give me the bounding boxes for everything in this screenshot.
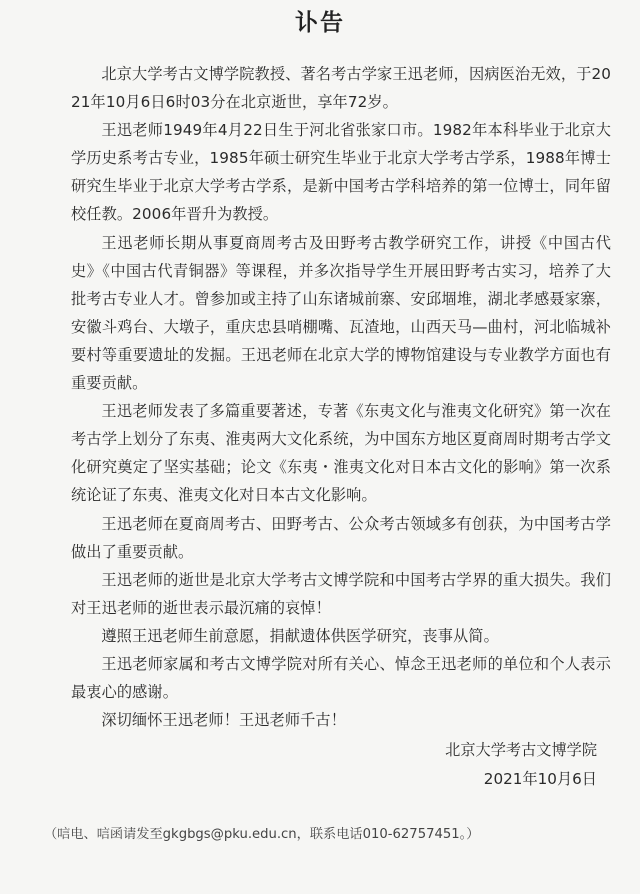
obituary-body [71, 60, 611, 734]
paragraph-thanks: 王迅老师家属和考古文博学院对所有关心、悼念王迅老师的单位和个人表示最衷心的感谢。 [71, 654, 611, 702]
signature-block [445, 736, 597, 794]
paragraph-teaching: 王迅老师长期从事夏商周考古及田野考古教学研究工作，讲授《中国古代史》《中国古代青铜器》等课程，并多次指导学生开展田野考古实习，培养了大批考古专业人才。曾参加或主持了山东诸城前寨、安邱堌堆，湖北孝感聂家寨，安徽斗鸡台、大墩子，重庆忠县哨棚嘴、瓦渣地，山西天马—曲村，河北临城补要村等重要遗址的发掘。王迅老师在北京大学的博物馆建设与专业教学方面也有重要贡献。 [71, 233, 611, 393]
contact-footer: （唁电、唁函请发至gkgbgs@pku.edu.cn，联系电话010-62757451。） [44, 827, 480, 842]
paragraph-condolence: 王迅老师的逝世是北京大学考古文博学院和中国考古学界的重大损失。我们对王迅老师的逝世表示最沉痛的哀悼！ [71, 570, 611, 617]
paragraph-contributions: 王迅老师在夏商周考古、田野考古、公众考古领域多有创获，为中国考古学做出了重要贡献。 [71, 514, 611, 561]
paragraph-announcement: 北京大学考古文博学院教授、著名考古学家王迅老师，因病医治无效，于2021年10月6日6时03分在北京逝世，享年72岁。 [71, 65, 611, 112]
paragraph-last-wishes: 遵照王迅老师生前意愿，捐献遗体供医学研究，丧事从简。 [101, 626, 499, 645]
signature-organization: 北京大学考古文博学院 [445, 741, 597, 759]
paragraph-publications: 王迅老师发表了多篇重要著述，专著《东夷文化与淮夷文化研究》第一次在考古学上划分了东夷、淮夷两大文化系统，为中国东方地区夏商周时期考古学文化研究奠定了坚实基础；论文《东夷・淮夷文化对日本古文化的影响》第一次系统论证了东夷、淮夷文化对日本古文化影响。 [71, 402, 611, 505]
page-title: 讣告 [295, 10, 345, 36]
paragraph-farewell: 深切缅怀王迅老师！王迅老师千古！ [101, 711, 346, 730]
paragraph-biography: 王迅老师1949年4月22日生于河北省张家口市。1982年本科毕业于北京大学历史系考古专业，1985年硕士研究生毕业于北京大学考古学系，1988年博士研究生毕业于北京大学考古学系，是新中国考古学科培养的第一位博士，同年留校任教。2006年晋升为教授。 [71, 121, 611, 224]
signature-date: 2021年10月6日 [483, 770, 597, 788]
